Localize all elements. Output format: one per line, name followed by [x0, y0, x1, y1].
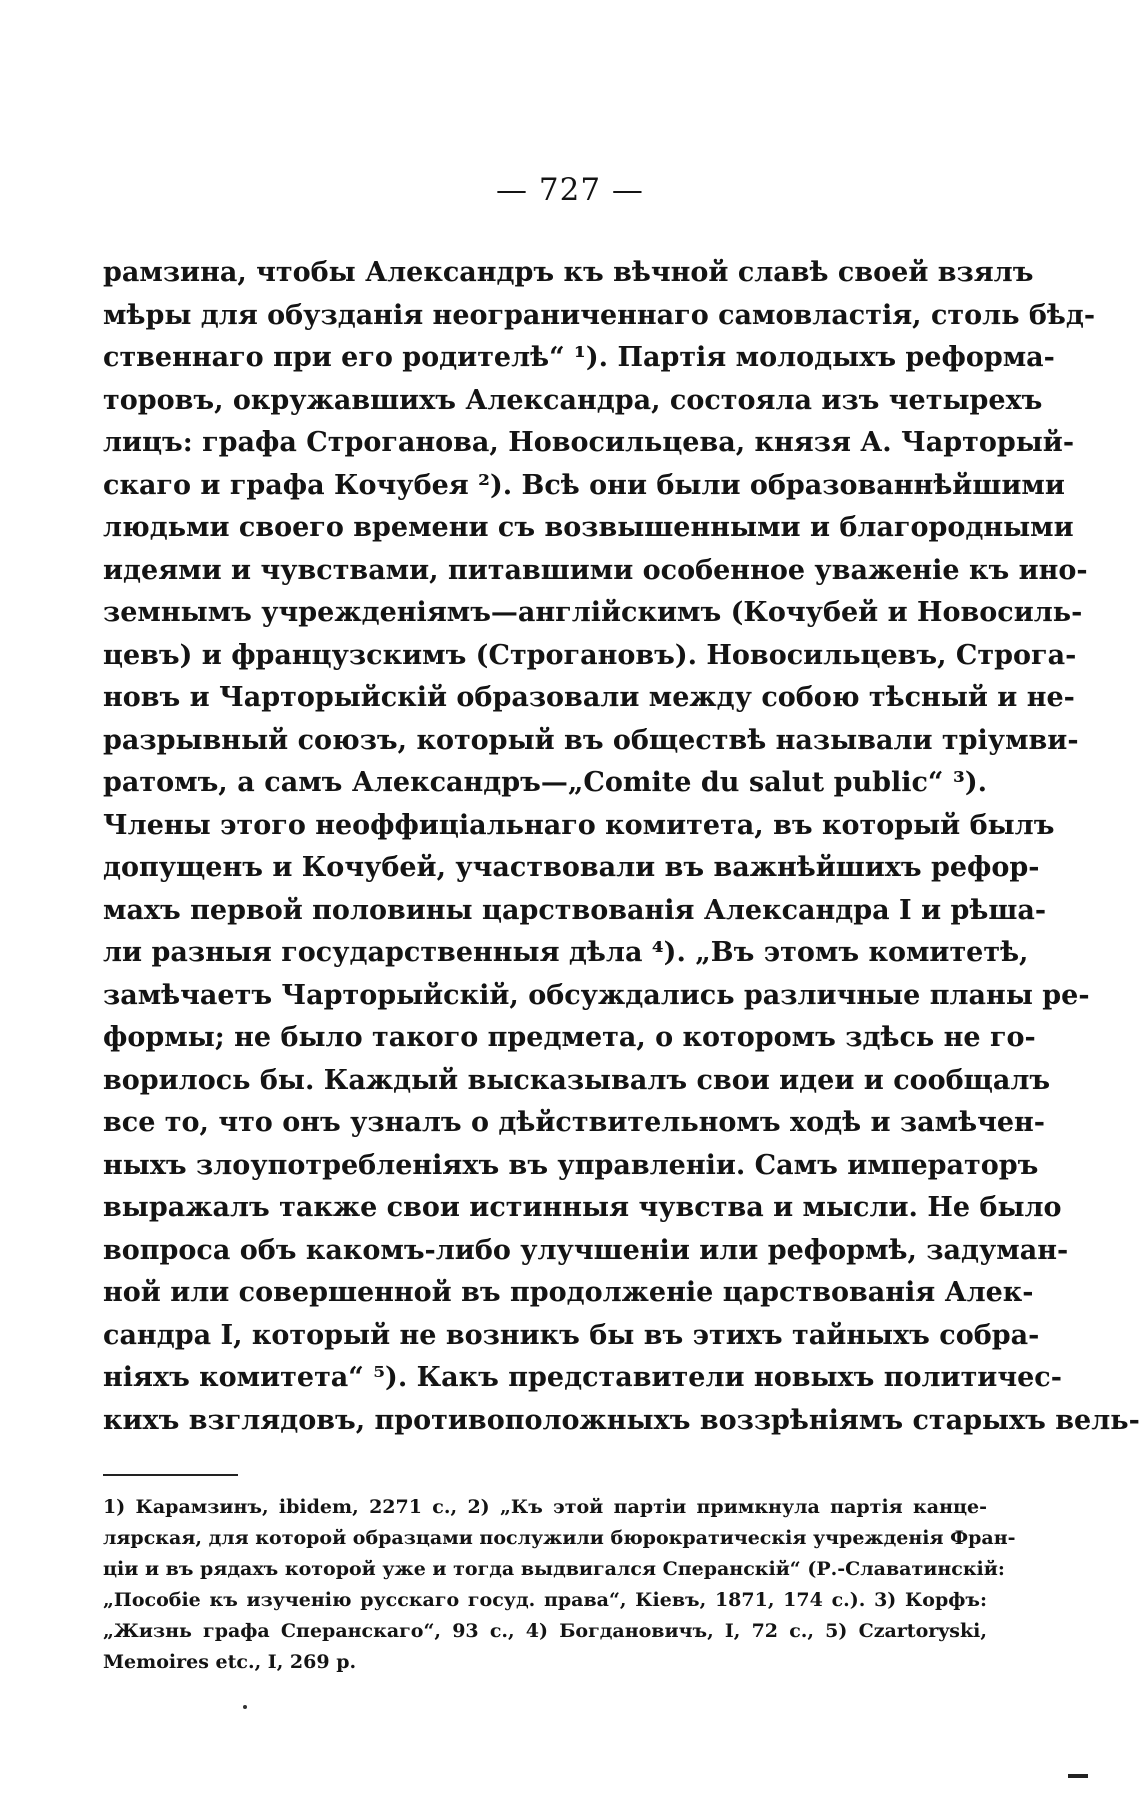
body-line: ныхъ злоупотребленіяхъ въ управленіи. Самъ императоръ	[103, 1149, 1039, 1181]
body-line: сандра I, который не возникъ бы въ этихъ тайныхъ собра-	[103, 1319, 1040, 1351]
footnote-line: „Жизнь графа Сперанскаго“, 93 с., 4) Богдановичъ, I, 72 с., 5) Czartoryski,	[103, 1620, 987, 1642]
footnote-line: 1) Карамзинъ, ibidem, 2271 с., 2) „Къ этой партіи примкнула партія канце-	[103, 1496, 987, 1518]
body-line: скаго и графа Кочубея ²). Всѣ они были образованнѣйшими	[103, 469, 1065, 501]
body-line: новъ и Чарторыйскій образовали между собою тѣсный и не-	[103, 682, 1075, 713]
scan-speck	[243, 1705, 247, 1709]
body-text	[103, 252, 1140, 1442]
footnotes	[103, 1492, 1016, 1678]
body-line: кихъ взглядовъ, противоположныхъ воззрѣніямъ старыхъ вель-	[103, 1404, 1140, 1436]
body-line: цевъ) и французскимъ (Строгановъ). Новосильцевъ, Строга-	[103, 639, 1077, 671]
body-line: ратомъ, а самъ Александръ—„Comite du salut public“ ³).	[103, 767, 987, 798]
body-line: разрывный союзъ, который въ обществѣ называли тріумви-	[103, 724, 1079, 756]
page-number: — 727 —	[496, 172, 644, 208]
body-line: земнымъ учрежденіямъ—англійскимъ (Кочубей и Новосиль-	[103, 597, 1083, 628]
body-line: замѣчаетъ Чарторыйскій, обсуждались различные планы ре-	[103, 979, 1090, 1011]
body-line: ли разныя государственныя дѣла ⁴). „Въ этомъ комитетѣ,	[103, 937, 1029, 968]
footnote-separator	[103, 1474, 238, 1476]
body-line: допущенъ и Кочубей, участвовали въ важнѣйшихъ рефор-	[103, 852, 1040, 883]
footnote-line: Memoires etc., I, 269 p.	[103, 1651, 357, 1673]
body-line: ной или совершенной въ продолженіе царствованія Алек-	[103, 1277, 1034, 1308]
body-line: махъ первой половины царствованія Александра I и рѣша-	[103, 894, 1047, 926]
body-line: ворилось бы. Каждый высказывалъ свои идеи и сообщалъ	[103, 1064, 1051, 1096]
body-line: ніяхъ комитета“ ⁵). Какъ представители новыхъ политичес-	[103, 1362, 1062, 1393]
body-line: рамзина, чтобы Александръ къ вѣчной славѣ своей взялъ	[103, 257, 1034, 288]
body-line: Члены этого неоффиціальнаго комитета, въ который былъ	[103, 809, 1055, 841]
body-line: ственнаго при его родителѣ“ ¹). Партія молодыхъ реформа-	[103, 342, 1055, 373]
body-line: идеями и чувствами, питавшими особенное уваженіе къ ино-	[103, 554, 1088, 586]
body-line: формы; не было такого предмета, о которомъ здѣсь не го-	[103, 1022, 1036, 1053]
body-line: выражалъ также свои истинныя чувства и мысли. Не было	[103, 1192, 1062, 1223]
footnote-line: лярская, для которой образцами послужили бюрократическія учрежденія Фран-	[103, 1527, 1016, 1549]
body-line: лицъ: графа Строганова, Новосильцева, князя А. Чарторый-	[103, 427, 1075, 458]
footnote-line: „Пособіе къ изученію русскаго госуд. права“, Кіевъ, 1871, 174 с.). 3) Корфъ:	[103, 1589, 987, 1611]
body-line: торовъ, окружавшихъ Александра, состояла изъ четырехъ	[103, 384, 1043, 416]
scan-corner-mark	[1068, 1774, 1088, 1778]
body-line: все то, что онъ узналъ о дѣйствительномъ ходѣ и замѣчен-	[103, 1107, 1045, 1138]
body-line: мѣры для обузданія неограниченнаго самовластія, столь бѣд-	[103, 299, 1096, 331]
body-line: вопроса объ какомъ-либо улучшеніи или реформѣ, задуман-	[103, 1234, 1069, 1266]
footnote-line: ціи и въ рядахъ которой уже и тогда выдвигался Сперанскій“ (Р.-Славатинскій:	[103, 1558, 1005, 1580]
body-line: людьми своего времени съ возвышенными и благородными	[103, 512, 1074, 543]
